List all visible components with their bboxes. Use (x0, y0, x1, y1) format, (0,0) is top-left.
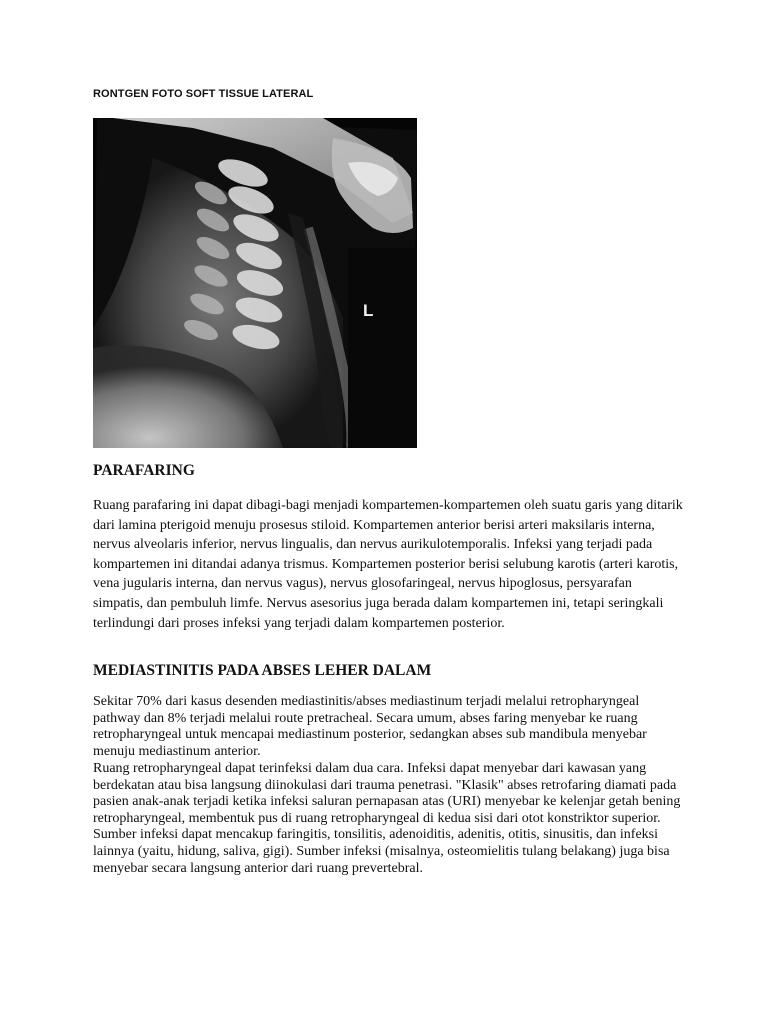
parafaring-paragraph: Ruang parafaring ini dapat dibagi-bagi menjadi kompartemen-kompartemen oleh suatu garis yang ditarik dari lamina pterigoid menuju prosesus stiloid. Kompartemen anterior berisi arteri maksilaris interna, nervus alveolaris inferior, nervus lingualis, dan nervus aurikulotemporalis. Infeksi yang terjadi pada kompartemen ini ditandai adanya trismus. Kompartemen posterior berisi selubung karotis (arteri karotis, vena jugularis interna, dan nervus vagus), nervus glosofaringeal, nervus hipoglosus, persyarafan simpatis, dan pembuluh limfe. Nervus asesorius juga berada dalam kompartemen ini, tetapi seringkali terlindungi dari proses infeksi yang terjadi dalam kompartemen posterior. (93, 498, 683, 631)
xray-side-marker: L (363, 301, 374, 320)
xray-image (93, 118, 417, 448)
xray-illustration (93, 118, 417, 448)
section-heading-parafaring: PARAFARING (93, 462, 195, 479)
mediastinitis-paragraph-2: Ruang retropharyngeal dapat terinfeksi dalam dua cara. Infeksi dapat menyebar dari kawasan yang berdekatan atau bisa langsung diinokulasi dari trauma penetrasi. "Klasik" abses retrofaring diamati pada pasien anak-anak terjadi ketika infeksi saluran pernapasan atas (URI) menyebar ke kelenjar getah bening retropharyngeal, membentuk pus di ruang retropharyngeal di kedua sisi dari otot konstriktor superior. Sumber infeksi dapat mencakup faringitis, tonsilitis, adenoiditis, adenitis, otitis, sinusitis, dan infeksi lainnya (yaitu, hidung, saliva, gigi). Sumber infeksi (misalnya, osteomielitis tulang belakang) juga bisa menyebar secara langsung anterior dari ruang prevertebral. (93, 761, 681, 876)
section-heading-mediastinitis: MEDIASTINITIS PADA ABSES LEHER DALAM (93, 662, 432, 679)
image-caption: RONTGEN FOTO SOFT TISSUE LATERAL (93, 88, 314, 100)
mediastinitis-paragraph-1: Sekitar 70% dari kasus desenden mediastinitis/abses mediastinum terjadi melalui retropharyngeal pathway dan 8% terjadi melalui route pretracheal. Secara umum, abses faring menyebar ke ruang retropharyngeal untuk mencapai mediastinum posterior, sedangkan abses sub mandibula menyebar menuju mediastinum anterior. (93, 694, 647, 759)
